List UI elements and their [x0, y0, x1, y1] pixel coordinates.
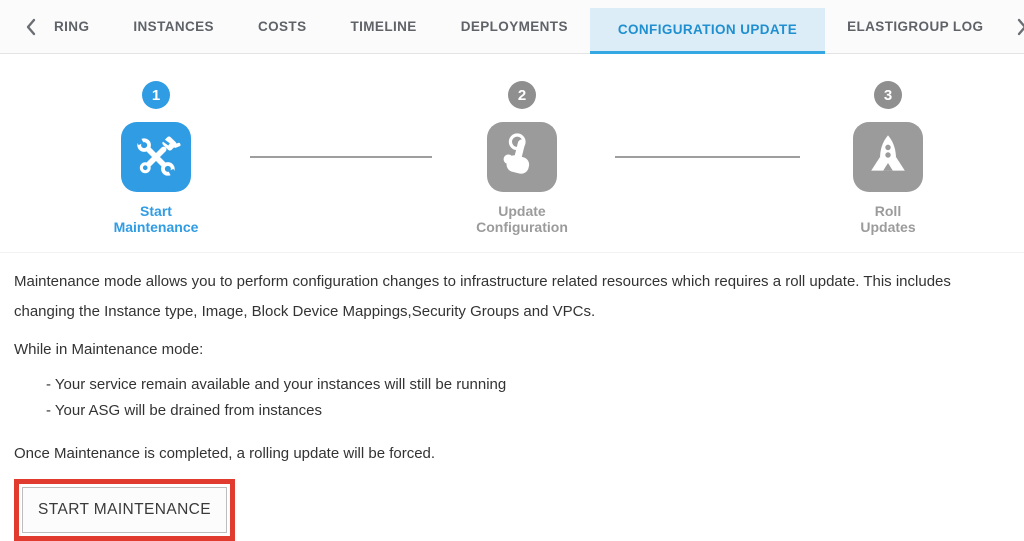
step-label	[114, 203, 199, 235]
wrench-tools-icon	[121, 122, 191, 192]
step-label	[476, 203, 568, 235]
tab-costs[interactable]: COSTS	[257, 19, 307, 34]
maintenance-description	[0, 267, 1024, 541]
start-maintenance-button[interactable]: START MAINTENANCE	[22, 487, 227, 533]
red-highlight-box	[14, 479, 235, 541]
step-number-badge: 2	[508, 81, 536, 109]
step-label	[860, 203, 915, 235]
bullet-item: - Your service remain available and your instances will still be running	[46, 376, 507, 393]
step-roll-updates	[808, 81, 968, 235]
wizard-steps	[0, 54, 1024, 253]
step-label-line1: Roll	[874, 203, 902, 219]
step-label-line2: Configuration	[476, 219, 568, 235]
step-start-maintenance	[76, 81, 236, 235]
tab-instances[interactable]: INSTANCES	[133, 19, 214, 34]
chevron-right-icon[interactable]	[1005, 0, 1024, 54]
tab-bar	[0, 0, 1024, 54]
while-mode-heading: While in Maintenance mode:	[14, 341, 204, 358]
step-update-configuration	[442, 81, 602, 235]
tab-configuration-update[interactable]: CONFIGURATION UPDATE	[590, 8, 825, 54]
outro-paragraph: Once Maintenance is completed, a rolling update will be forced.	[14, 445, 436, 462]
tab-elastigroup-log[interactable]: ELASTIGROUP LOG	[847, 19, 984, 34]
chevron-left-icon[interactable]	[14, 0, 48, 54]
step-label-line2: Updates	[860, 219, 916, 235]
step-connector-line	[250, 156, 432, 158]
tab-deployments[interactable]: DEPLOYMENTS	[460, 19, 568, 34]
step-connector-line	[615, 156, 800, 158]
step-label-line1: Update	[498, 203, 546, 219]
tab-list	[48, 0, 1005, 54]
rocket-icon	[853, 122, 923, 192]
step-label-line2: Maintenance	[113, 219, 199, 235]
step-number-badge: 3	[874, 81, 902, 109]
intro-paragraph: Maintenance mode allows you to perform configuration changes to infrastructure related resources which requires a roll update. This includes changing the Instance type, Image, Block Device Mappings,Security Groups and VPCs.	[14, 273, 951, 320]
bullet-item: - Your ASG will be drained from instances	[46, 402, 322, 419]
step-number-badge: 1	[142, 81, 170, 109]
bullet-list	[14, 372, 1010, 424]
step-label-line1: Start	[140, 203, 172, 219]
tab-ring[interactable]: RING	[54, 19, 90, 34]
tab-timeline[interactable]: TIMELINE	[350, 19, 417, 34]
hand-tap-icon	[487, 122, 557, 192]
